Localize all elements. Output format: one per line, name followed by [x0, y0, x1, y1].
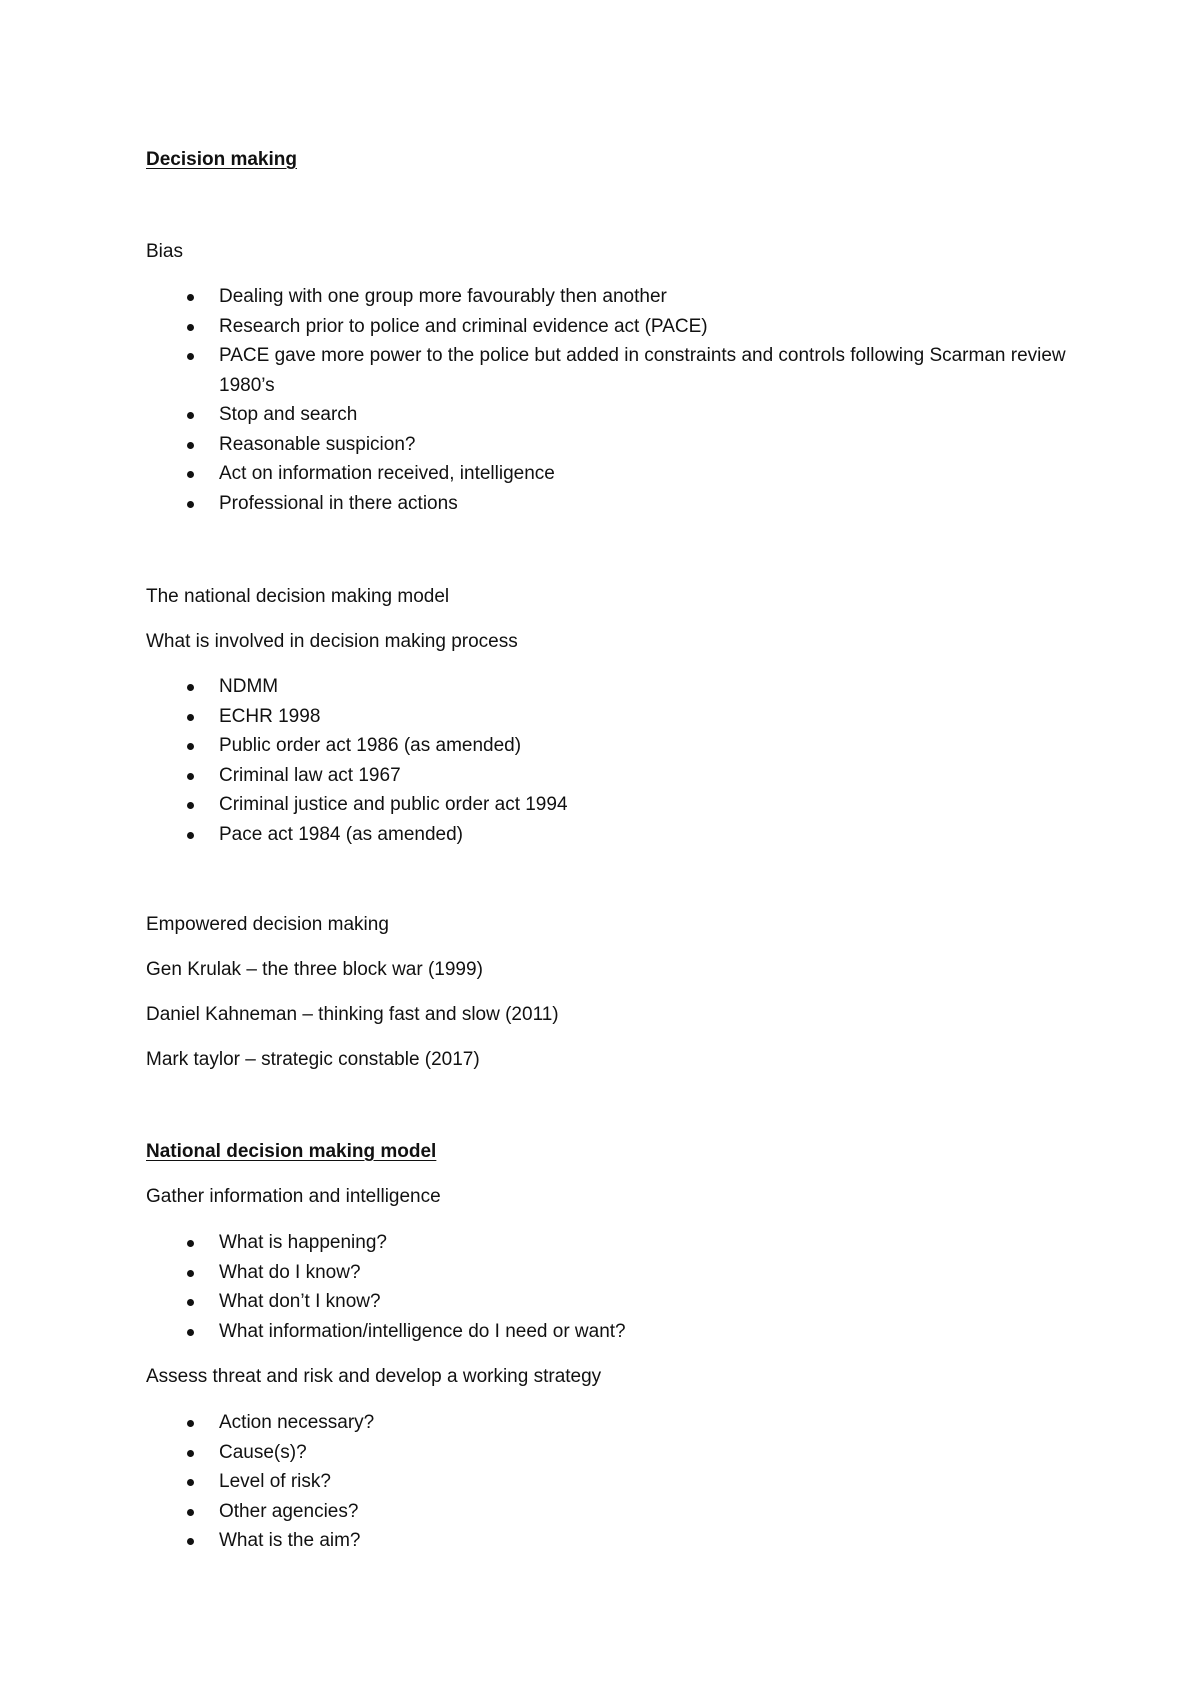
list-item: PACE gave more power to the police but added in constraints and controls following Scarman review 1980’s: [146, 341, 1086, 400]
list-item: Act on information received, intelligence: [146, 459, 1086, 489]
list-item: Public order act 1986 (as amended): [146, 731, 1086, 761]
empowered-label: Empowered decision making: [146, 914, 389, 935]
ndm-section-label: The national decision making model: [146, 586, 450, 607]
reference-taylor: Mark taylor – strategic constable (2017): [146, 1049, 480, 1070]
bullet-icon: [187, 324, 194, 331]
ndm-heading: National decision making model: [146, 1141, 437, 1162]
list-item: Reasonable suspicion?: [146, 430, 1086, 460]
reference-kahneman: Daniel Kahneman – thinking fast and slow (2011): [146, 1004, 559, 1025]
gather-label: Gather information and intelligence: [146, 1186, 441, 1207]
bullet-icon: [187, 1479, 194, 1486]
list-item: Professional in there actions: [146, 489, 1086, 519]
ndm-list: [146, 672, 1086, 849]
bullet-icon: [187, 1240, 194, 1247]
list-item: What is the aim?: [146, 1526, 1086, 1556]
bias-list: [146, 282, 1086, 518]
list-item: What is happening?: [146, 1228, 1086, 1258]
reference-krulak: Gen Krulak – the three block war (1999): [146, 959, 483, 980]
list-item: Action necessary?: [146, 1408, 1086, 1438]
assess-list: [146, 1408, 1086, 1556]
bullet-icon: [187, 1299, 194, 1306]
assess-label: Assess threat and risk and develop a working strategy: [146, 1366, 602, 1387]
list-item: Criminal law act 1967: [146, 761, 1086, 791]
ndm-question: What is involved in decision making process: [146, 631, 518, 652]
list-item: Other agencies?: [146, 1497, 1086, 1527]
list-item: Research prior to police and criminal evidence act (PACE): [146, 312, 1086, 342]
page-title: Decision making: [146, 149, 297, 170]
bullet-icon: [187, 773, 194, 780]
list-item: Level of risk?: [146, 1467, 1086, 1497]
gather-list: [146, 1228, 1086, 1346]
bullet-icon: [187, 714, 194, 721]
bullet-icon: [187, 832, 194, 839]
bullet-icon: [187, 1329, 194, 1336]
bullet-icon: [187, 1538, 194, 1545]
bullet-icon: [187, 802, 194, 809]
bullet-icon: [187, 1420, 194, 1427]
bullet-icon: [187, 1270, 194, 1277]
list-item: Pace act 1984 (as amended): [146, 820, 1086, 850]
bullet-icon: [187, 353, 194, 360]
list-item: NDMM: [146, 672, 1086, 702]
list-item: What information/intelligence do I need or want?: [146, 1317, 1086, 1347]
bias-label: Bias: [146, 241, 183, 262]
bullet-icon: [187, 1450, 194, 1457]
bullet-icon: [187, 1509, 194, 1516]
list-item: What don’t I know?: [146, 1287, 1086, 1317]
bullet-icon: [187, 471, 194, 478]
list-item: Dealing with one group more favourably then another: [146, 282, 1086, 312]
list-item: What do I know?: [146, 1258, 1086, 1288]
bullet-icon: [187, 684, 194, 691]
bullet-icon: [187, 501, 194, 508]
bullet-icon: [187, 294, 194, 301]
bullet-icon: [187, 442, 194, 449]
list-item: ECHR 1998: [146, 702, 1086, 732]
list-item: Stop and search: [146, 400, 1086, 430]
bullet-icon: [187, 743, 194, 750]
bullet-icon: [187, 412, 194, 419]
list-item: Criminal justice and public order act 1994: [146, 790, 1086, 820]
list-item: Cause(s)?: [146, 1438, 1086, 1468]
